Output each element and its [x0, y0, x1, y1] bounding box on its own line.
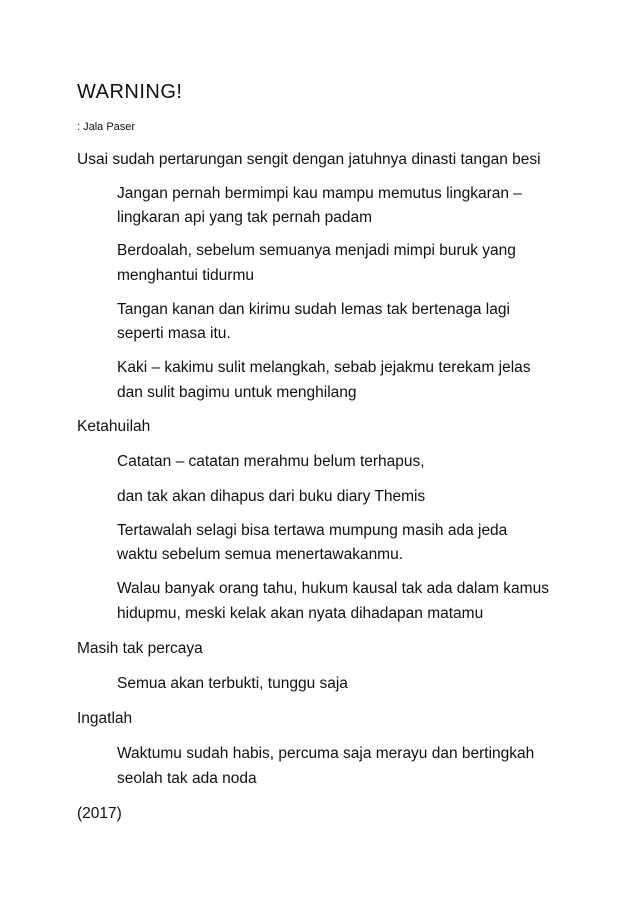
poem-line: Semua akan terbukti, tunggu saja — [117, 675, 348, 692]
poem-line: dan sulit bagimu untuk menghilang — [117, 384, 357, 401]
poem-line: waktu sebelum semua menertawakanmu. — [117, 546, 404, 563]
poem-line: Catatan – catatan merahmu belum terhapus, — [117, 453, 425, 470]
poem-line: Masih tak percaya — [77, 640, 203, 657]
poem-title: WARNING! — [77, 81, 183, 103]
poem-line: Usai sudah pertarungan sengit dengan jatuhnya dinasti tangan besi — [77, 151, 541, 168]
poem-line: hidupmu, meski kelak akan nyata dihadapan matamu — [117, 605, 484, 622]
poem-line: Tertawalah selagi bisa tertawa mumpung masih ada jeda — [117, 522, 508, 539]
poem-author: : Jala Paser — [77, 121, 136, 133]
poem-line: seperti masa itu. — [117, 325, 231, 342]
poem-line: Waktumu sudah habis, percuma saja merayu dan bertingkah — [117, 745, 535, 762]
poem-line: Kaki – kakimu sulit melangkah, sebab jejakmu terekam jelas — [117, 359, 531, 376]
poem-line: Berdoalah, sebelum semuanya menjadi mimpi buruk yang — [117, 242, 516, 259]
poem-line: seolah tak ada noda — [117, 770, 257, 787]
poem-line: Tangan kanan dan kirimu sudah lemas tak bertenaga lagi — [117, 301, 510, 318]
poem-line: dan tak akan dihapus dari buku diary Themis — [117, 488, 426, 505]
poem-line: menghantui tidurmu — [117, 267, 254, 284]
poem-line: Ingatlah — [77, 710, 133, 727]
poem-line: Jangan pernah bermimpi kau mampu memutus lingkaran – — [117, 185, 522, 202]
poem-line: lingkaran api yang tak pernah padam — [117, 209, 373, 226]
poem-line: Ketahuilah — [77, 418, 151, 435]
poem-line: Walau banyak orang tahu, hukum kausal tak ada dalam kamus — [117, 580, 549, 597]
poem-year: (2017) — [77, 805, 122, 822]
